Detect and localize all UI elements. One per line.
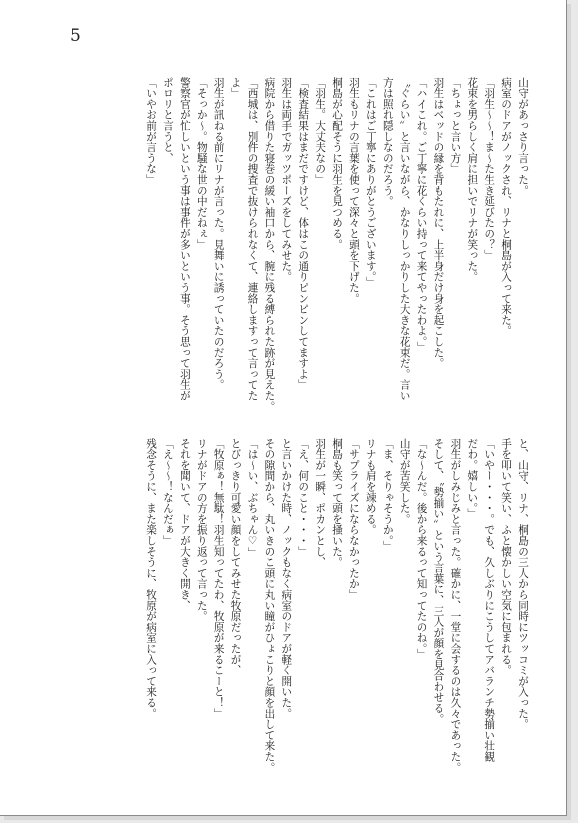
text-line: 病室のドアがノックされ、リナと桐島が入って来た。: [500, 77, 513, 337]
text-line: 「いやお前が言うな」: [145, 77, 158, 185]
text-line: 警察官が忙しいという事は事件が多いという事。そう思って羽生が: [178, 77, 191, 401]
text-line: 「は〜い、ぶちゃん♡」: [246, 438, 259, 559]
text-line: 「な〜んだ。後から来るって知ってたのね。」: [415, 438, 428, 660]
text-line: そして、〝勢揃い〟という言葉に、三人が顔を見合わせる。: [432, 438, 445, 725]
text-line: 「そっか〜。物騒な世の中だねぇ」: [195, 77, 208, 250]
text-line: 「ま、そりゃそうか。」: [381, 438, 394, 552]
text-line: 「羽生。大丈夫なの」: [314, 77, 327, 185]
text-line: 「検査結果はまだですけど、体はこの通りピンピンしてますよ」: [297, 77, 310, 391]
text-line: 花束を男らしく肩に担いでリナが笑った。: [466, 77, 479, 283]
text-line: 〝ぐらい〟と言いながら、かなりしっかりした大きな花束だ。言い: [398, 77, 411, 401]
text-block-bottom: [61, 438, 531, 773]
text-line: 桐島も笑って頭を掻いた。: [331, 438, 344, 568]
text-line: 手を叩いて笑い、ふと懐かしい空気に包まれる。: [500, 438, 513, 676]
text-line: 病院から借りた寝巻の緩い袖口から、腕に残る縛られた跡が見えた。: [263, 77, 276, 412]
text-line: 「西城は、別件の捜査で抜けられなくて、連絡しますって言ってた: [246, 77, 259, 401]
text-line: リナも肩を竦める。: [364, 438, 377, 536]
text-line: 「え〜〜！なんだぁ」: [161, 438, 174, 546]
text-line: 「牧原ぁ！無駄！羽生知ってたわ、牧原が来るこーと！」: [212, 438, 225, 719]
text-line: 「羽生〜〜！ま〜た生き延びたの？」: [483, 77, 496, 261]
text-line: 「え、何のこと・・・」: [297, 438, 310, 557]
text-line: 「ちょっと言い方」: [449, 77, 462, 175]
text-line: 残念そうに、また楽しそうに、牧原が病室に入って来る。: [145, 438, 158, 719]
text-block-top: [61, 77, 531, 412]
text-line: その隙間から、丸いきのこ頭に丸い瞳がひょこりと顔を出して来た。: [263, 438, 276, 773]
text-line: 方は照れ隠しなのだろう。: [381, 77, 394, 207]
text-line: 「これはご丁寧にありがとうございます。」: [364, 77, 377, 288]
text-line: だわ。嬉しい。」: [466, 438, 479, 520]
text-line: リナがドアの方を振り返って言った。: [195, 438, 208, 622]
text-line: 「いやー・・・。でも、久しぶりにこうしてアバランチ勢揃い壮観: [483, 438, 496, 762]
text-line: 羽生もリナの言葉を使って深々と頭を下げた。: [347, 77, 360, 304]
text-line: 羽生はベッドの縁を背もたれに、上半身だけ身を起こした。: [432, 77, 445, 369]
text-line: 山守が苦笑した。: [398, 438, 411, 525]
page-number: 5: [70, 26, 81, 46]
text-line: ポロリと言うと、: [161, 77, 174, 164]
text-line: 羽生が訊ねる前にリナが言った。見舞いに誘っていたのだろう。: [212, 77, 225, 391]
text-line: 「ハイこれ。ご丁寧に花くらい持って来てやったわよ。」: [415, 77, 428, 353]
text-line: と言いかけた時、ノックもなく病室のドアが軽く開いた。: [280, 438, 293, 719]
text-line: 羽生が一瞬、ポカンとし、: [314, 438, 327, 568]
text-line: とびっきり可愛い顔をしてみせた牧原だったが、: [229, 438, 242, 676]
text-line: よ」: [229, 77, 242, 99]
text-line: それを聞いて、ドアが大きく開き、: [178, 438, 191, 611]
text-line: 山守があっさり言った。: [517, 77, 529, 196]
text-line: 桐島が心配そうに羽生を見つめる。: [331, 77, 344, 250]
text-line: 羽生は両手でガッツポーズをしてみせた。: [280, 77, 293, 283]
text-line: 羽生がしみじみと言った。確かに、一堂に会するのは久々であった。: [449, 438, 462, 773]
text-line: 「サプライズにならなかったか」: [347, 438, 360, 600]
text-line: と、山守、リナ、桐島の三人から同時にツッコミが入った。: [517, 438, 529, 730]
